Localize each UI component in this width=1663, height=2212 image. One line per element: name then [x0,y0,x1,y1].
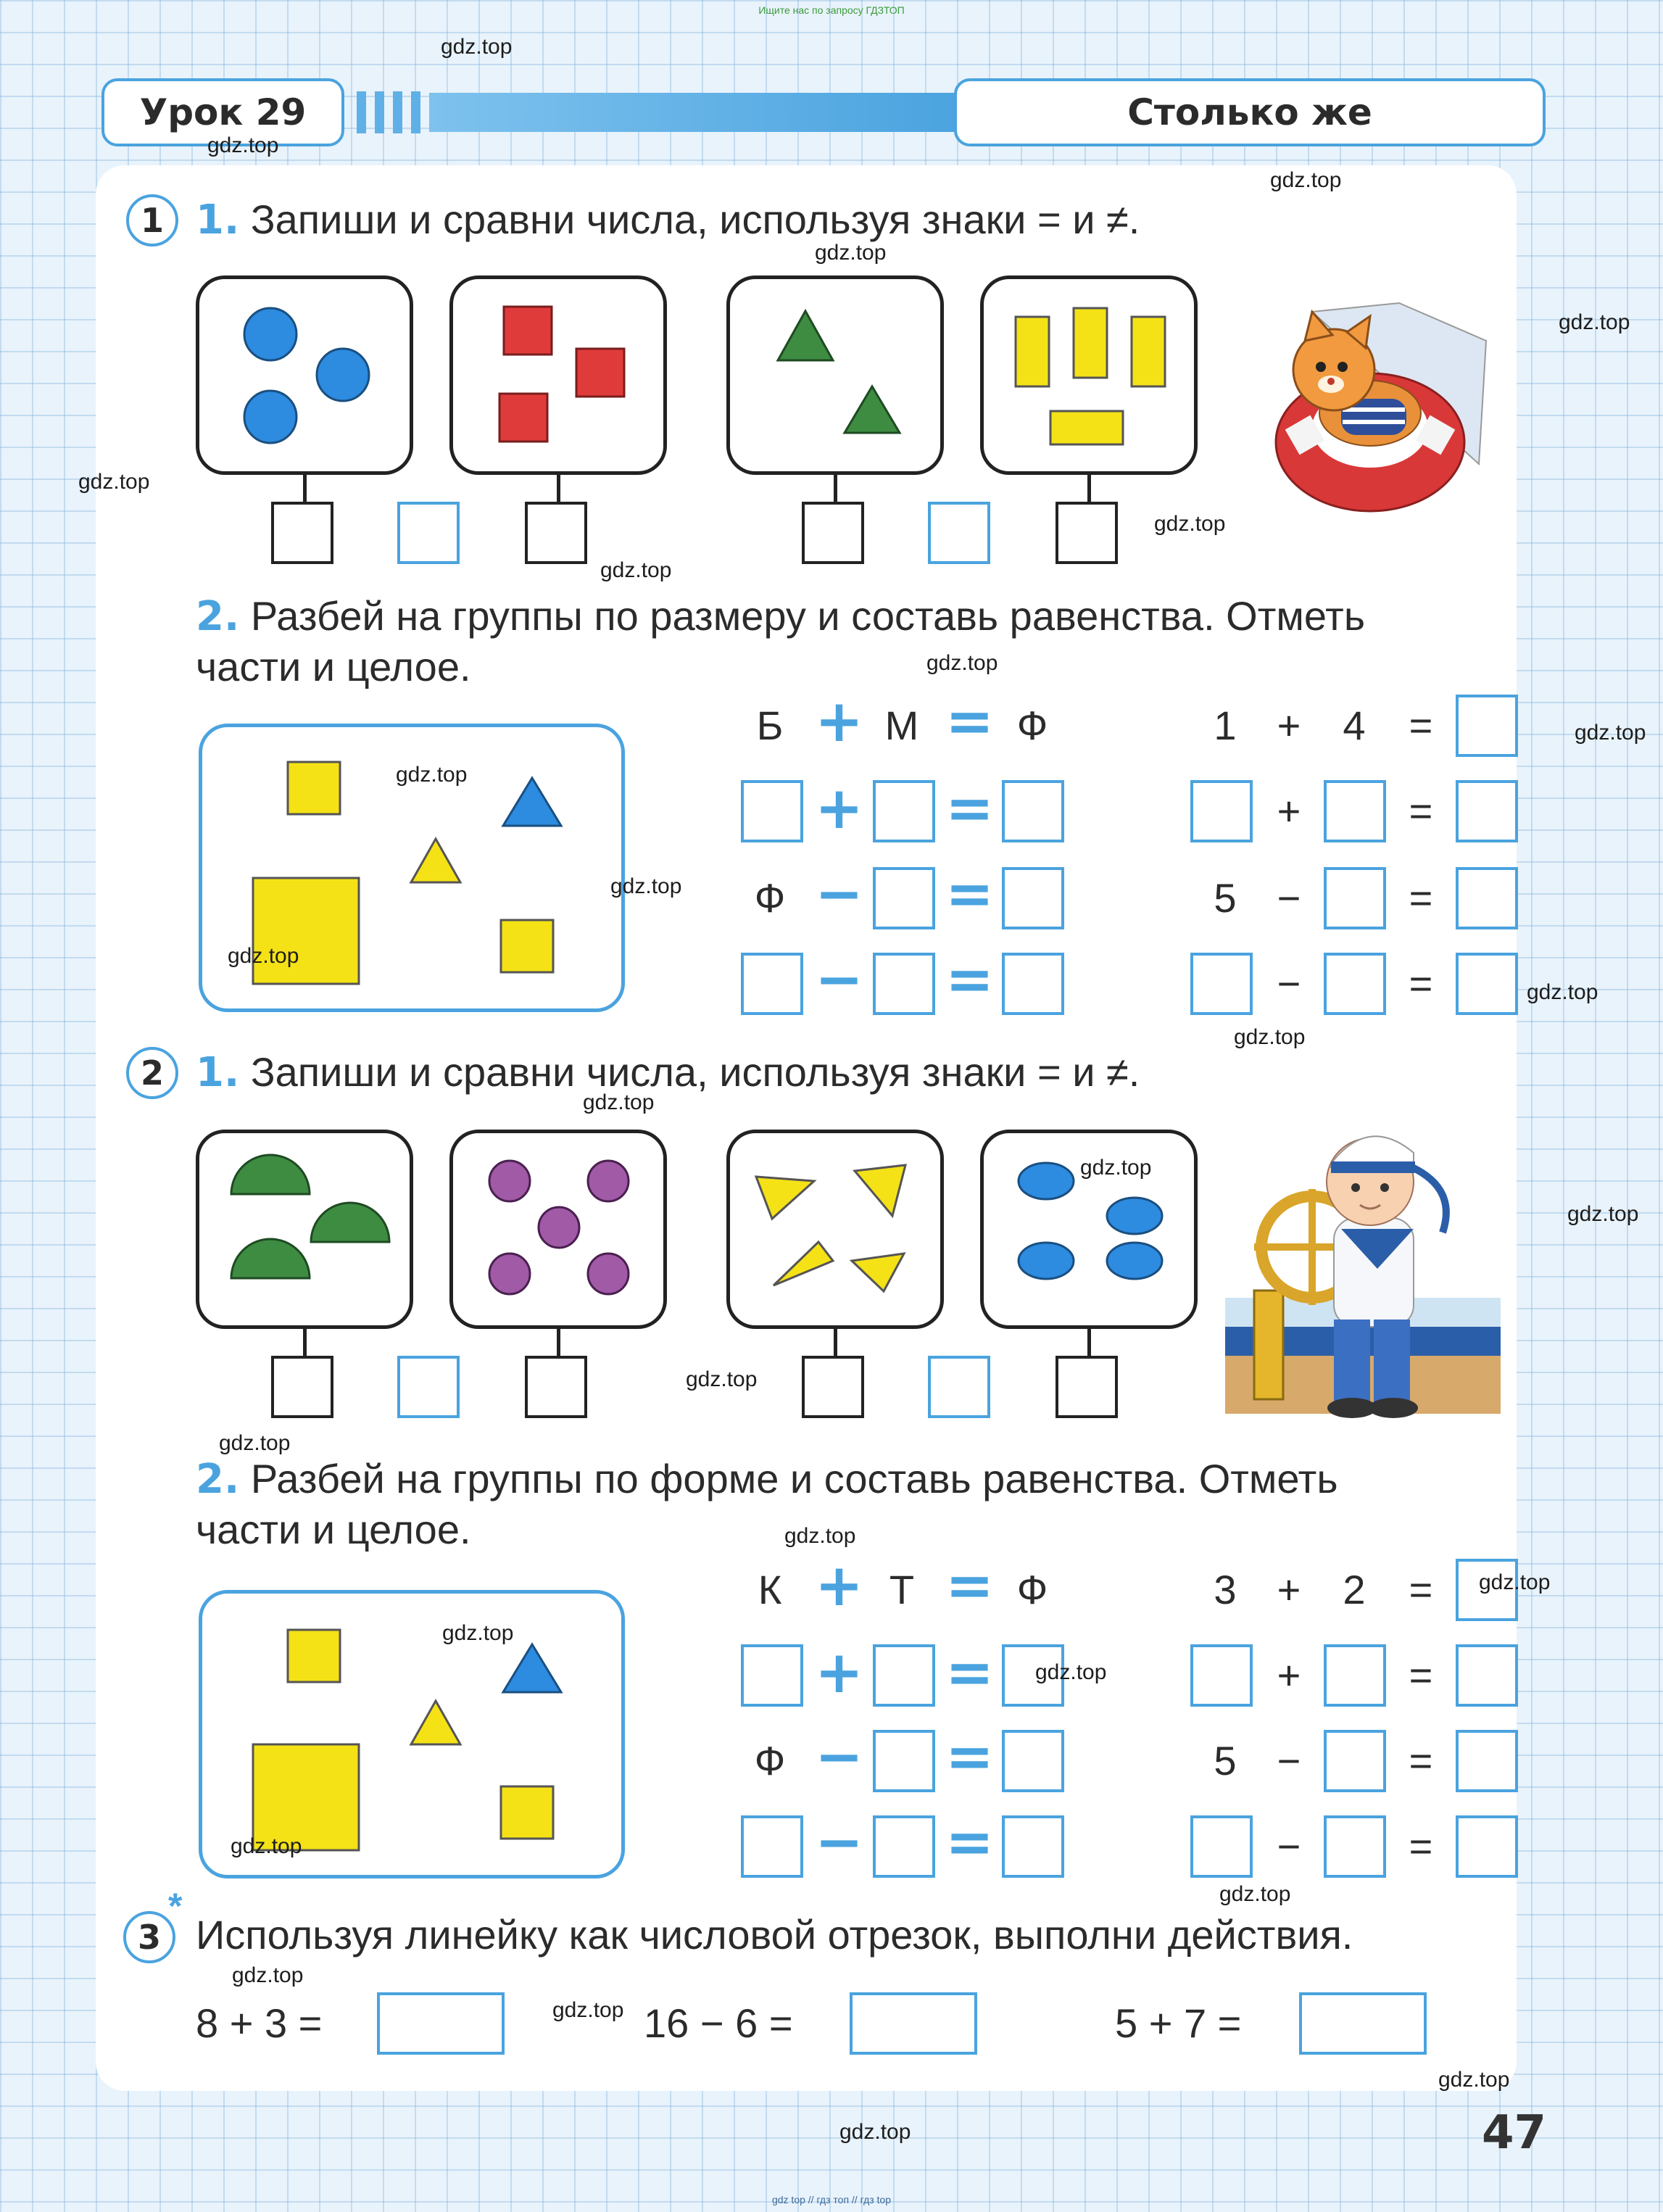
watermark: gdz.top [1479,1570,1551,1594]
card-stem [557,475,560,504]
answer-box[interactable] [873,1815,935,1878]
watermark: gdz.top [207,133,279,157]
minus-sign: − [815,860,864,927]
watermark: gdz.top [1080,1156,1152,1180]
plus-sign: + [815,1639,864,1706]
plus-sign: + [815,774,864,842]
yellow-triangle [756,1177,814,1219]
plus-sign: + [815,1552,864,1619]
answer-box[interactable] [1002,867,1064,929]
letter-f: Ф [1016,1567,1048,1612]
number: 3 [1214,1567,1237,1612]
answer-box[interactable] [1190,780,1253,842]
red-squares-figure [453,279,663,471]
watermark: gdz.top [815,241,887,265]
small-yellow-square [288,1630,340,1682]
letter-b: Б [756,703,784,748]
blue-triangle [503,778,561,826]
blue-oval [1107,1243,1162,1279]
number-box[interactable] [525,502,587,564]
blue-circle [244,308,296,360]
purple-circle [489,1254,530,1294]
equals-sign: = [945,860,995,927]
equals-sign: = [1409,703,1433,748]
minus-sign: − [1277,875,1301,921]
task-1-2-label: Разбей на группы по размеру и составь равенства. Отметь [250,593,1365,639]
number-box[interactable] [802,502,864,564]
minus-sign: − [1277,1738,1301,1784]
blue-oval [1019,1163,1074,1199]
minus-sign: − [815,945,864,1013]
answer-box[interactable] [741,1815,803,1878]
cat-lifebuoy-icon [1261,290,1508,522]
answer-box[interactable] [1002,953,1064,1015]
equals-sign: = [945,774,995,842]
yellow-rectangle [1016,317,1049,386]
number-box[interactable] [1056,1356,1118,1418]
watermark: gdz.top [1270,168,1342,192]
watermark: gdz.top [78,470,150,494]
number: 5 [1214,875,1237,921]
yellow-triangle [774,1242,833,1285]
task-3-number: 3 [123,1911,175,1963]
small-yellow-square [501,1786,553,1839]
task-2-1-label: Запиши и сравни числа, используя знаки = и ≠. [250,1049,1140,1095]
page-number: 47 [1482,2106,1547,2160]
card-yellow-triangles [726,1130,944,1329]
equals-sign: = [1409,1738,1433,1784]
equals-sign: = [945,687,995,755]
expression: 16 − 6 = [644,2000,793,2046]
card-stem [303,1329,307,1358]
shape-shapes-figure [202,1594,621,1875]
watermark: gdz.top [441,35,513,59]
answer-box[interactable] [873,1644,935,1707]
card-stem [834,475,837,504]
cat-illustration [1261,290,1508,522]
number-box[interactable] [271,502,333,564]
plus-sign: + [1277,1652,1301,1698]
purple-circles-figure [453,1133,663,1325]
watermark: gdz.top [231,1834,302,1858]
red-square [504,307,552,355]
purple-circle [539,1207,579,1248]
green-semicircle [311,1203,389,1242]
blue-circles-figure [199,279,410,471]
answer-box[interactable] [1324,1815,1386,1878]
green-semicircles-figure [199,1133,410,1325]
yellow-rectangle [1074,308,1107,378]
letter-f: Ф [1016,703,1048,748]
equals-sign: = [1409,1652,1433,1698]
answer-box[interactable] [1002,1730,1064,1792]
watermark: gdz.top [1527,980,1598,1004]
purple-circle [588,1161,629,1201]
task-1-1-label: Запиши и сравни числа, используя знаки = и ≠. [250,196,1140,242]
sign-box[interactable] [397,502,460,564]
equals-sign: = [945,1723,995,1790]
watermark: gdz.top [839,2120,911,2144]
task-1-number: 1 [126,194,178,247]
small-yellow-square [501,920,553,972]
purple-circle [588,1254,629,1294]
watermark: gdz.top [232,1963,304,1987]
task-3-text: Используя линейку как числовой отрезок, выполни действия. [196,1912,1353,1958]
answer-box[interactable] [741,953,803,1015]
watermark: gdz.top [1559,310,1630,334]
answer-box[interactable] [1190,1815,1253,1878]
answer-box[interactable] [1324,1644,1386,1707]
card-red-squares [449,276,667,475]
equals-sign: = [945,1639,995,1706]
answer-box[interactable] [1299,1992,1427,2055]
watermark: gdz.top [396,763,468,787]
answer-box[interactable] [1324,867,1386,929]
yellow-rectangles-figure [984,279,1194,471]
watermark: gdz.top [610,874,682,898]
watermark: gdz.top [1234,1025,1306,1049]
yellow-rectangle [1050,411,1123,444]
plus-sign: + [1277,703,1301,748]
number: 2 [1343,1567,1366,1612]
card-purple-circles [449,1130,667,1329]
green-semicircle [231,1239,310,1278]
equals-sign: = [1409,788,1433,834]
green-triangles-figure [730,279,940,471]
task-2-2-label: Разбей на группы по форме и составь равенства. Отметь [250,1456,1338,1501]
watermark: gdz.top [228,944,299,968]
card-stem [303,475,307,504]
watermark: gdz.top [219,1431,291,1455]
minus-sign: − [1277,961,1301,1006]
watermark: gdz.top [686,1367,758,1391]
task-2-1-num: 1. [196,1049,240,1096]
plus-sign: + [815,687,864,755]
green-semicircle [231,1155,310,1194]
task-2-2-line2: части и целое. [196,1507,471,1552]
task-2-2-num: 2. [196,1456,240,1503]
letter-k: К [758,1567,782,1612]
watermark: gdz.top [1575,721,1646,745]
task-1-1-num: 1. [196,196,240,244]
expression: 5 + 7 = [1115,2000,1242,2046]
task-2-2-line1 [196,1454,1338,1505]
sailor-illustration [1225,1109,1515,1428]
equals-sign: = [1409,875,1433,921]
card-green-triangles [726,276,944,475]
number-box[interactable] [802,1356,864,1418]
green-triangle [778,311,833,360]
page-title: Столько же [954,78,1546,146]
task-1-2-line2: части и целое. [196,644,471,689]
minus-sign: − [1277,1823,1301,1869]
answer-box[interactable] [873,953,935,1015]
sign-box[interactable] [928,502,990,564]
answer-box[interactable] [1002,780,1064,842]
number: 4 [1343,703,1366,748]
answer-box[interactable] [873,1730,935,1792]
expression: 8 + 3 = [196,2000,323,2046]
watermark: gdz.top [926,651,998,675]
answer-box[interactable] [1324,1730,1386,1792]
card-stem [557,1329,560,1358]
plus-sign: + [1277,788,1301,834]
watermark: gdz.top [1035,1660,1107,1684]
minus-sign: − [815,1723,864,1790]
number-box[interactable] [525,1356,587,1418]
red-square [576,349,624,397]
watermark: gdz.top [442,1621,514,1645]
answer-box[interactable] [1456,867,1518,929]
sailor-boy-icon [1225,1109,1515,1428]
yellow-triangle [855,1165,905,1216]
answer-box[interactable] [1002,1815,1064,1878]
equals-sign: = [1409,1567,1433,1612]
sign-box[interactable] [397,1356,460,1418]
answer-box[interactable] [1456,695,1518,757]
number-box[interactable] [271,1356,333,1418]
letter-f: Ф [754,1738,786,1784]
task-2-number: 2 [126,1047,178,1099]
red-square [499,394,547,442]
watermark: gdz.top [1154,512,1226,536]
small-yellow-square [288,762,340,814]
watermark: gdz.top [583,1090,655,1114]
answer-box[interactable] [1456,1730,1518,1792]
header-ticks [357,91,429,133]
watermark: gdz.top [784,1524,856,1548]
card-stem [1087,1329,1091,1358]
equals-sign: = [945,945,995,1013]
answer-box[interactable] [741,780,803,842]
answer-box[interactable] [741,1644,803,1707]
answer-box[interactable] [850,1992,977,2055]
blue-circle [317,349,369,401]
answer-box[interactable] [1456,1815,1518,1878]
answer-box[interactable] [1456,780,1518,842]
card-stem [1087,475,1091,504]
number-box[interactable] [1056,502,1118,564]
bottom-note: gdz top // гдз топ // гдз top [771,2194,892,2205]
lesson-label: Урок 29 [101,78,344,146]
star-mark: * [168,1886,183,1926]
blue-triangle [503,1644,561,1692]
top-note: Ищите нас по запросу ГДЗТОП [758,4,905,16]
task-1-2-num: 2. [196,593,240,640]
answer-box[interactable] [1456,1644,1518,1707]
number: 1 [1214,703,1237,748]
watermark: gdz.top [552,1998,624,2022]
equals-sign: = [1409,1823,1433,1869]
purple-circle [489,1161,530,1201]
letter-f: Ф [754,875,786,921]
card-green-semicircles [196,1130,413,1329]
minus-sign: − [815,1808,864,1876]
number: 5 [1214,1738,1237,1784]
yellow-triangle [411,839,460,882]
yellow-triangle [411,1701,460,1744]
header-band [429,93,966,132]
answer-box[interactable] [1456,953,1518,1015]
answer-box[interactable] [873,780,935,842]
card-stem [834,1329,837,1358]
task-1-2-line1 [196,591,1365,642]
equals-sign: = [945,1552,995,1619]
letter-t: Т [889,1567,915,1612]
answer-box[interactable] [1190,1644,1253,1707]
card-blue-circles [196,276,413,475]
equals-sign: = [945,1808,995,1876]
watermark: gdz.top [1567,1202,1639,1226]
blue-oval [1107,1198,1162,1234]
sign-box[interactable] [928,1356,990,1418]
card-yellow-rectangles [980,276,1198,475]
letter-m: М [884,703,919,748]
blue-oval [1019,1243,1074,1279]
answer-box[interactable] [1190,953,1253,1015]
task-2-1-text [196,1047,1140,1098]
yellow-triangles-figure [730,1133,940,1325]
watermark: gdz.top [1219,1882,1291,1906]
watermark: gdz.top [1438,2068,1510,2092]
watermark: gdz.top [600,558,672,582]
answer-box[interactable] [873,867,935,929]
yellow-triangle [852,1254,904,1291]
task-1-1-text [196,194,1140,246]
green-triangle [845,386,900,433]
answer-box[interactable] [1324,953,1386,1015]
plus-sign: + [1277,1567,1301,1612]
blue-circle [244,391,296,443]
answer-box[interactable] [377,1992,505,2055]
answer-box[interactable] [1324,780,1386,842]
yellow-rectangle [1132,317,1165,386]
equals-sign: = [1409,961,1433,1006]
